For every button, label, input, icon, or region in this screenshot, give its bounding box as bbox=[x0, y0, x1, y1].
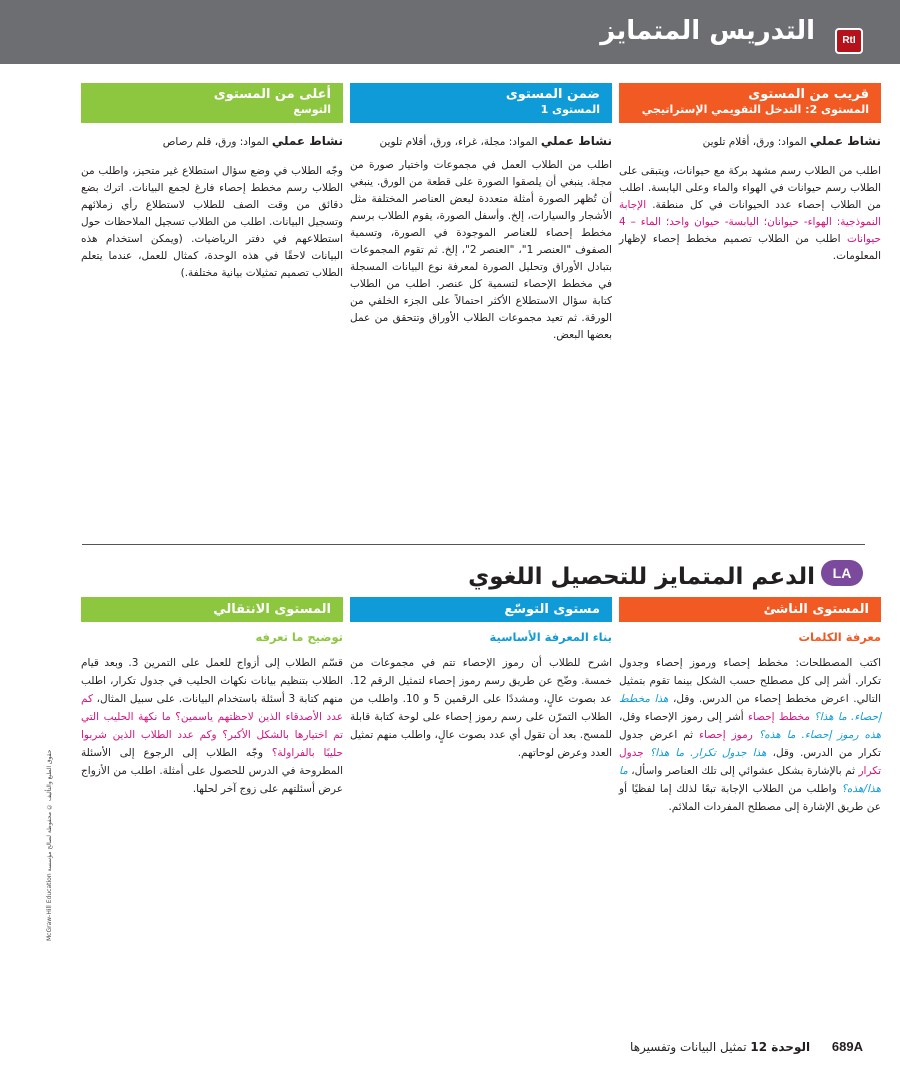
unit-label: الوحدة 12 bbox=[750, 1040, 811, 1054]
la-badge: LA bbox=[821, 560, 863, 586]
column-body: اشرح للطلاب أن رموز الإحصاء تتم في مجموعات من خمسة. وضّح عن طريق رسم رموز إحصاء لتمثيل الرقم 12. عد بصوت عالٍ، ومشددًا على الرقمين 5 و 10. واطلب من الطلاب التمرّن على رسم رموز إحصاء على لوحة كتابة قابلة للمسح. بعد أن تقول أي عدد بصوت عالٍ، واطلب منهم تمثيل العدد وعرض لوحاتهم. bbox=[350, 657, 613, 759]
activity-body: وجّه الطلاب في وضع سؤال استطلاع غير متحيز، واطلب من الطلاب رسم مخطط إحصاء فارغ لجمع البيانات. اترك بضع دقائق من وقت الصف للطلاب لاستطلاع رأي زملائهم وتسجيل البيانات. اطلب من الطلاب تسجيل الملاحظات حول استطلاعهم في دفتر الرياضيات. (ويمكن استخدام هذه البيانات لاحقًا في هذه الوحدة، كمثال للعمل، عندما يتعلم الطلاب تصميم تمثيلات بيانية مختلفة.) bbox=[81, 165, 343, 279]
prompt-text: هذا مخطط إحصاء. ما هذا؟ bbox=[619, 693, 882, 723]
response-text: مخطط إحصاء bbox=[747, 711, 815, 723]
column-header bbox=[81, 83, 343, 123]
column-on-level bbox=[350, 83, 612, 344]
column-subtitle: المستوى 2: التدخل التقويمي الإستراتيجي bbox=[641, 103, 869, 116]
prompt-text: ما هذا/هذه؟ bbox=[619, 765, 881, 795]
materials-text: المواد: ورق، أقلام تلوين bbox=[702, 136, 810, 148]
body-text: واطلب من الطلاب الإجابة تبعًا لذلك إما لفظيًا أو عن طريق الإشارة إلى مصطلح المفردات الملائم. bbox=[619, 783, 881, 813]
body-text: اكتب المصطلحات: مخطط إحصاء ورموز إحصاء وجدول تكرار. أشر إلى كل مصطلح حسب الشكل بينما تقوم بتمثيل التالي. اعرض مخطط إحصاء من الدرس. وقل، bbox=[619, 657, 881, 705]
unit-title: تمثيل البيانات وتفسيرها bbox=[630, 1040, 751, 1054]
activity-body: اطلب من الطلاب العمل في مجموعات واختيار صورة من مجلة. ينبغي أن يلصقوا الصورة على قطعة من الورق. ينبغي أن تُظهر الصورة أمثلة متعددة لبعض العناصر المختلفة مثل الأشجار والسيارات، إلخ. وأسفل الصورة، يقوم الطلاب برسم مخطط إحصاء للعناصر الموجودة في الصورة، وتسمية الصفوف "العنصر 1"، "العنصر 2"، إلخ. ثم تقوم المجموعات بتبادل الأوراق وتحليل الصورة لمعرفة نوع البيانات المسجلة في مخطط الإحصاء لتسمية كل عنصر. اطلب من الطلاب كتابة سؤال الاستطلاع الأكثر احتمالاً على الجزء الخلفي من الورقة. ثم تعيد مجموعات الطلاب الأوراق وتتحقق من عمل بعضها البعض. bbox=[350, 159, 612, 341]
page-title: التدريس المتمايز bbox=[600, 16, 815, 46]
activity-line bbox=[81, 133, 343, 151]
body-text: ثم اعرض جدول تكرار من الدرس. وقل، bbox=[619, 729, 881, 759]
prompt-text: هذا جدول تكرار. ما هذا؟ bbox=[649, 747, 767, 759]
activity-line bbox=[619, 133, 881, 151]
prompt-text: هذه رموز إحصاء. ما هذه؟ bbox=[758, 729, 882, 741]
section-title: الدعم المتمايز للتحصيل اللغوي bbox=[468, 564, 815, 590]
example-questions: كم عدد الأصدقاء الذين لاحظتهم ياسمين؟ ما نكهة الحليب التي تم اختيارها بالشكل الأكبر؟ وكم عدد الطلاب الذين شربوا حليبًا بالفراولة؟ bbox=[81, 693, 344, 759]
body-text: ثم بالإشارة بشكل عشوائي إلى تلك العناصر واسأل، bbox=[627, 765, 859, 777]
column-beyond-level bbox=[81, 83, 343, 282]
column-subtitle: بناء المعرفة الأساسية bbox=[489, 630, 612, 644]
column-subtitle: المستوى 1 bbox=[540, 103, 600, 116]
column-subtitle: توضيح ما تعرفه bbox=[255, 630, 343, 644]
column-title: ضمن المستوى bbox=[505, 87, 600, 102]
column-title: قريب من المستوى bbox=[748, 87, 869, 102]
column-title: المستوى الناشئ bbox=[619, 597, 881, 622]
sample-answer: الإجابة النموذجية: الهواء- حيوانان؛ اليابسة- حيوان واحد؛ الماء – 4 حيوانات bbox=[619, 199, 881, 245]
column-header bbox=[350, 83, 612, 123]
column-bridging-level bbox=[81, 597, 343, 798]
body-text: أشر إلى رموز الإحصاء وقل، bbox=[619, 711, 748, 723]
column-subtitle: معرفة الكلمات bbox=[798, 630, 881, 644]
materials-text: المواد: ورق، قلم رصاص bbox=[162, 136, 272, 148]
activity-line bbox=[350, 133, 612, 151]
column-subtitle: التوسع bbox=[293, 103, 331, 116]
copyright-notice: حقوق الطبع والتأليف © محفوظة لصالح مؤسسة McGraw-Hill Education bbox=[46, 750, 53, 942]
column-emerging-level bbox=[619, 597, 881, 816]
body-text: قسّم الطلاب إلى أزواج للعمل على التمرين 3. وبعد قيام الطلاب بتنظيم بيانات نكهات الحليب في جدول تكرار، اطلب منهم كتابة 3 أسئلة باستخدام البيانات. على سبيل المثال، bbox=[81, 657, 344, 705]
body-text: وجّه الطلاب إلى الرجوع إلى الأسئلة المطروحة في الدرس للحصول على أمثلة. اطلب من الأزواج عرض أسئلتهم على زوج آخر لحلها. bbox=[81, 747, 343, 795]
activity-body bbox=[619, 163, 881, 265]
activity-label: نشاط عملي bbox=[809, 134, 881, 148]
column-title: مستوى التوسّع bbox=[350, 597, 612, 622]
column-title: المستوى الانتقالي bbox=[81, 597, 343, 622]
activity-label: نشاط عملي bbox=[540, 134, 612, 148]
body-text: اطلب من الطلاب رسم مشهد بركة مع حيوانات، ويتبقى على الطلاب رسم حيوانات في الهواء والماء وعلى اليابسة. اطلب من الطلاب إحصاء عدد الحيوانات في كل منطقة. bbox=[619, 165, 882, 211]
column-header bbox=[619, 83, 881, 123]
column-body bbox=[81, 654, 343, 798]
page-footer bbox=[630, 1039, 863, 1054]
page-number: 689A bbox=[831, 1039, 863, 1054]
column-approaching-level bbox=[619, 83, 881, 265]
column-expanding-level bbox=[350, 597, 612, 762]
body-tail: اطلب من الطلاب تصميم مخطط إحصاء لإظهار المعلومات. bbox=[619, 233, 881, 262]
column-title: أعلى من المستوى bbox=[213, 87, 331, 102]
activity-label: نشاط عملي bbox=[271, 134, 343, 148]
response-text: جدول تكرار bbox=[619, 747, 881, 777]
response-text: رموز إحصاء bbox=[699, 729, 759, 741]
materials-text: المواد: مجلة، غراء، ورق، أقلام تلوين bbox=[379, 136, 541, 148]
header-banner bbox=[0, 0, 900, 64]
rti-badge: RtI bbox=[835, 28, 863, 54]
column-body bbox=[619, 654, 881, 816]
section-divider bbox=[82, 544, 865, 545]
